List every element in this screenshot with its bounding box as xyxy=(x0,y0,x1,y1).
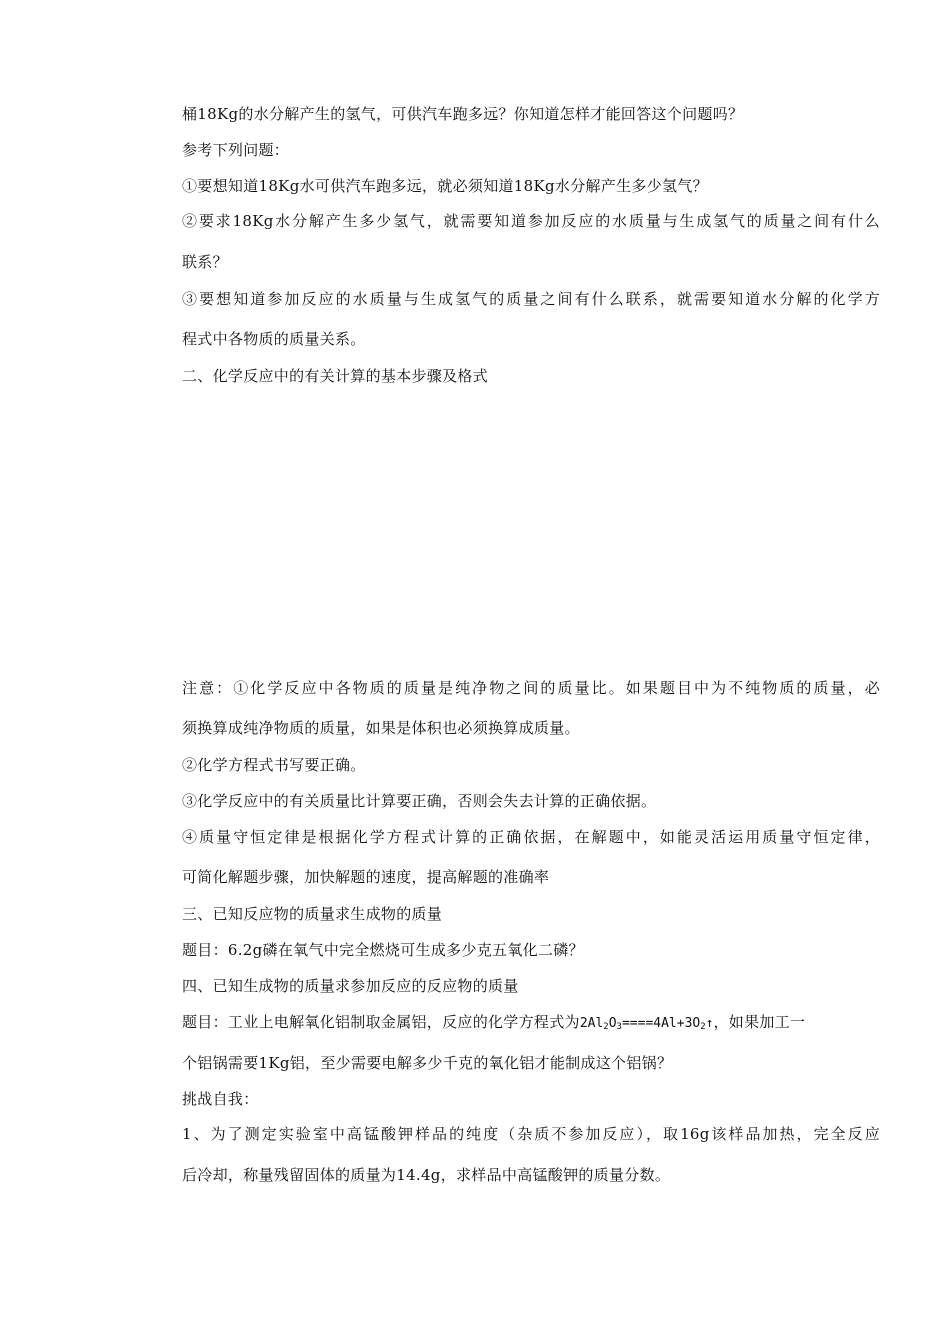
note-2: ②化学方程式书写要正确。 xyxy=(182,756,366,774)
section-heading-3: 三、已知反应物的质量求生成物的质量 xyxy=(182,905,443,923)
equation-subscript: 2 xyxy=(603,1022,609,1032)
question-2-line-2: 联系？ xyxy=(182,253,228,271)
equation-subscript: 2 xyxy=(700,1022,706,1032)
problem-3: 题目：6.2g磷在氧气中完全燃烧可生成多少克五氧化二磷？ xyxy=(182,941,584,959)
equation-part: 2Al xyxy=(579,1016,604,1031)
note-1-line-1: 注意：①化学反应中各物质的质量是纯净物之间的质量比。如果题目中为不纯物质的质量，必 xyxy=(182,679,880,697)
paragraph-reference: 参考下列问题： xyxy=(182,141,290,159)
equation-part: ====4Al+3O xyxy=(621,1016,701,1031)
equation-arrow: ↑ xyxy=(705,1016,714,1031)
note-1-line-2: 须换算成纯净物质的质量，如果是体积也必须换算成质量。 xyxy=(182,719,580,737)
challenge-1-line-2: 后冷却，称量残留固体的质量为14.4g，求样品中高锰酸钾的质量分数。 xyxy=(182,1166,671,1184)
problem-4-suffix: ，如果加工一 xyxy=(713,1013,806,1031)
section-heading-4: 四、已知生成物的质量求参加反应的反应物的质量 xyxy=(182,977,519,995)
problem-4-line-1 xyxy=(182,1012,805,1034)
problem-4-prefix: 题目：工业上电解氧化铝制取金属铝，反应的化学方程式为 xyxy=(182,1013,580,1031)
equation-subscript: 3 xyxy=(616,1022,622,1032)
paragraph-intro: 桶18Kg的水分解产生的氢气，可供汽车跑多远？你知道怎样才能回答这个问题吗？ xyxy=(182,105,744,123)
challenge-1-line-1: 1、为了测定实验室中高锰酸钾样品的纯度（杂质不参加反应），取16g该样品加热，完全反应 xyxy=(182,1125,880,1143)
question-2-line-1: ②要求18Kg水分解产生多少氢气，就需要知道参加反应的水质量与生成氢气的质量之间有什么 xyxy=(182,212,880,230)
section-heading-2: 二、化学反应中的有关计算的基本步骤及格式 xyxy=(182,367,489,385)
chemical-equation xyxy=(580,1016,714,1031)
equation-part: O xyxy=(608,1016,617,1031)
challenge-heading: 挑战自我： xyxy=(182,1090,259,1108)
question-3-line-2: 程式中各物质的质量关系。 xyxy=(182,330,366,348)
problem-4-line-2: 个铝锅需要1Kg铝，至少需要电解多少千克的氧化铝才能制成这个铝锅？ xyxy=(182,1054,673,1072)
question-3-line-1: ③要想知道参加反应的水质量与生成氢气的质量之间有什么联系，就需要知道水分解的化学方 xyxy=(182,290,880,308)
question-1: ①要想知道18Kg水可供汽车跑多远，就必须知道18Kg水分解产生多少氢气？ xyxy=(182,177,708,195)
note-4-line-1: ④质量守恒定律是根据化学方程式计算的正确依据，在解题中，如能灵活运用质量守恒定律， xyxy=(182,828,880,846)
note-4-line-2: 可简化解题步骤，加快解题的速度，提高解题的准确率 xyxy=(182,868,550,886)
note-3: ③化学反应中的有关质量比计算要正确，否则会失去计算的正确依据。 xyxy=(182,792,657,810)
